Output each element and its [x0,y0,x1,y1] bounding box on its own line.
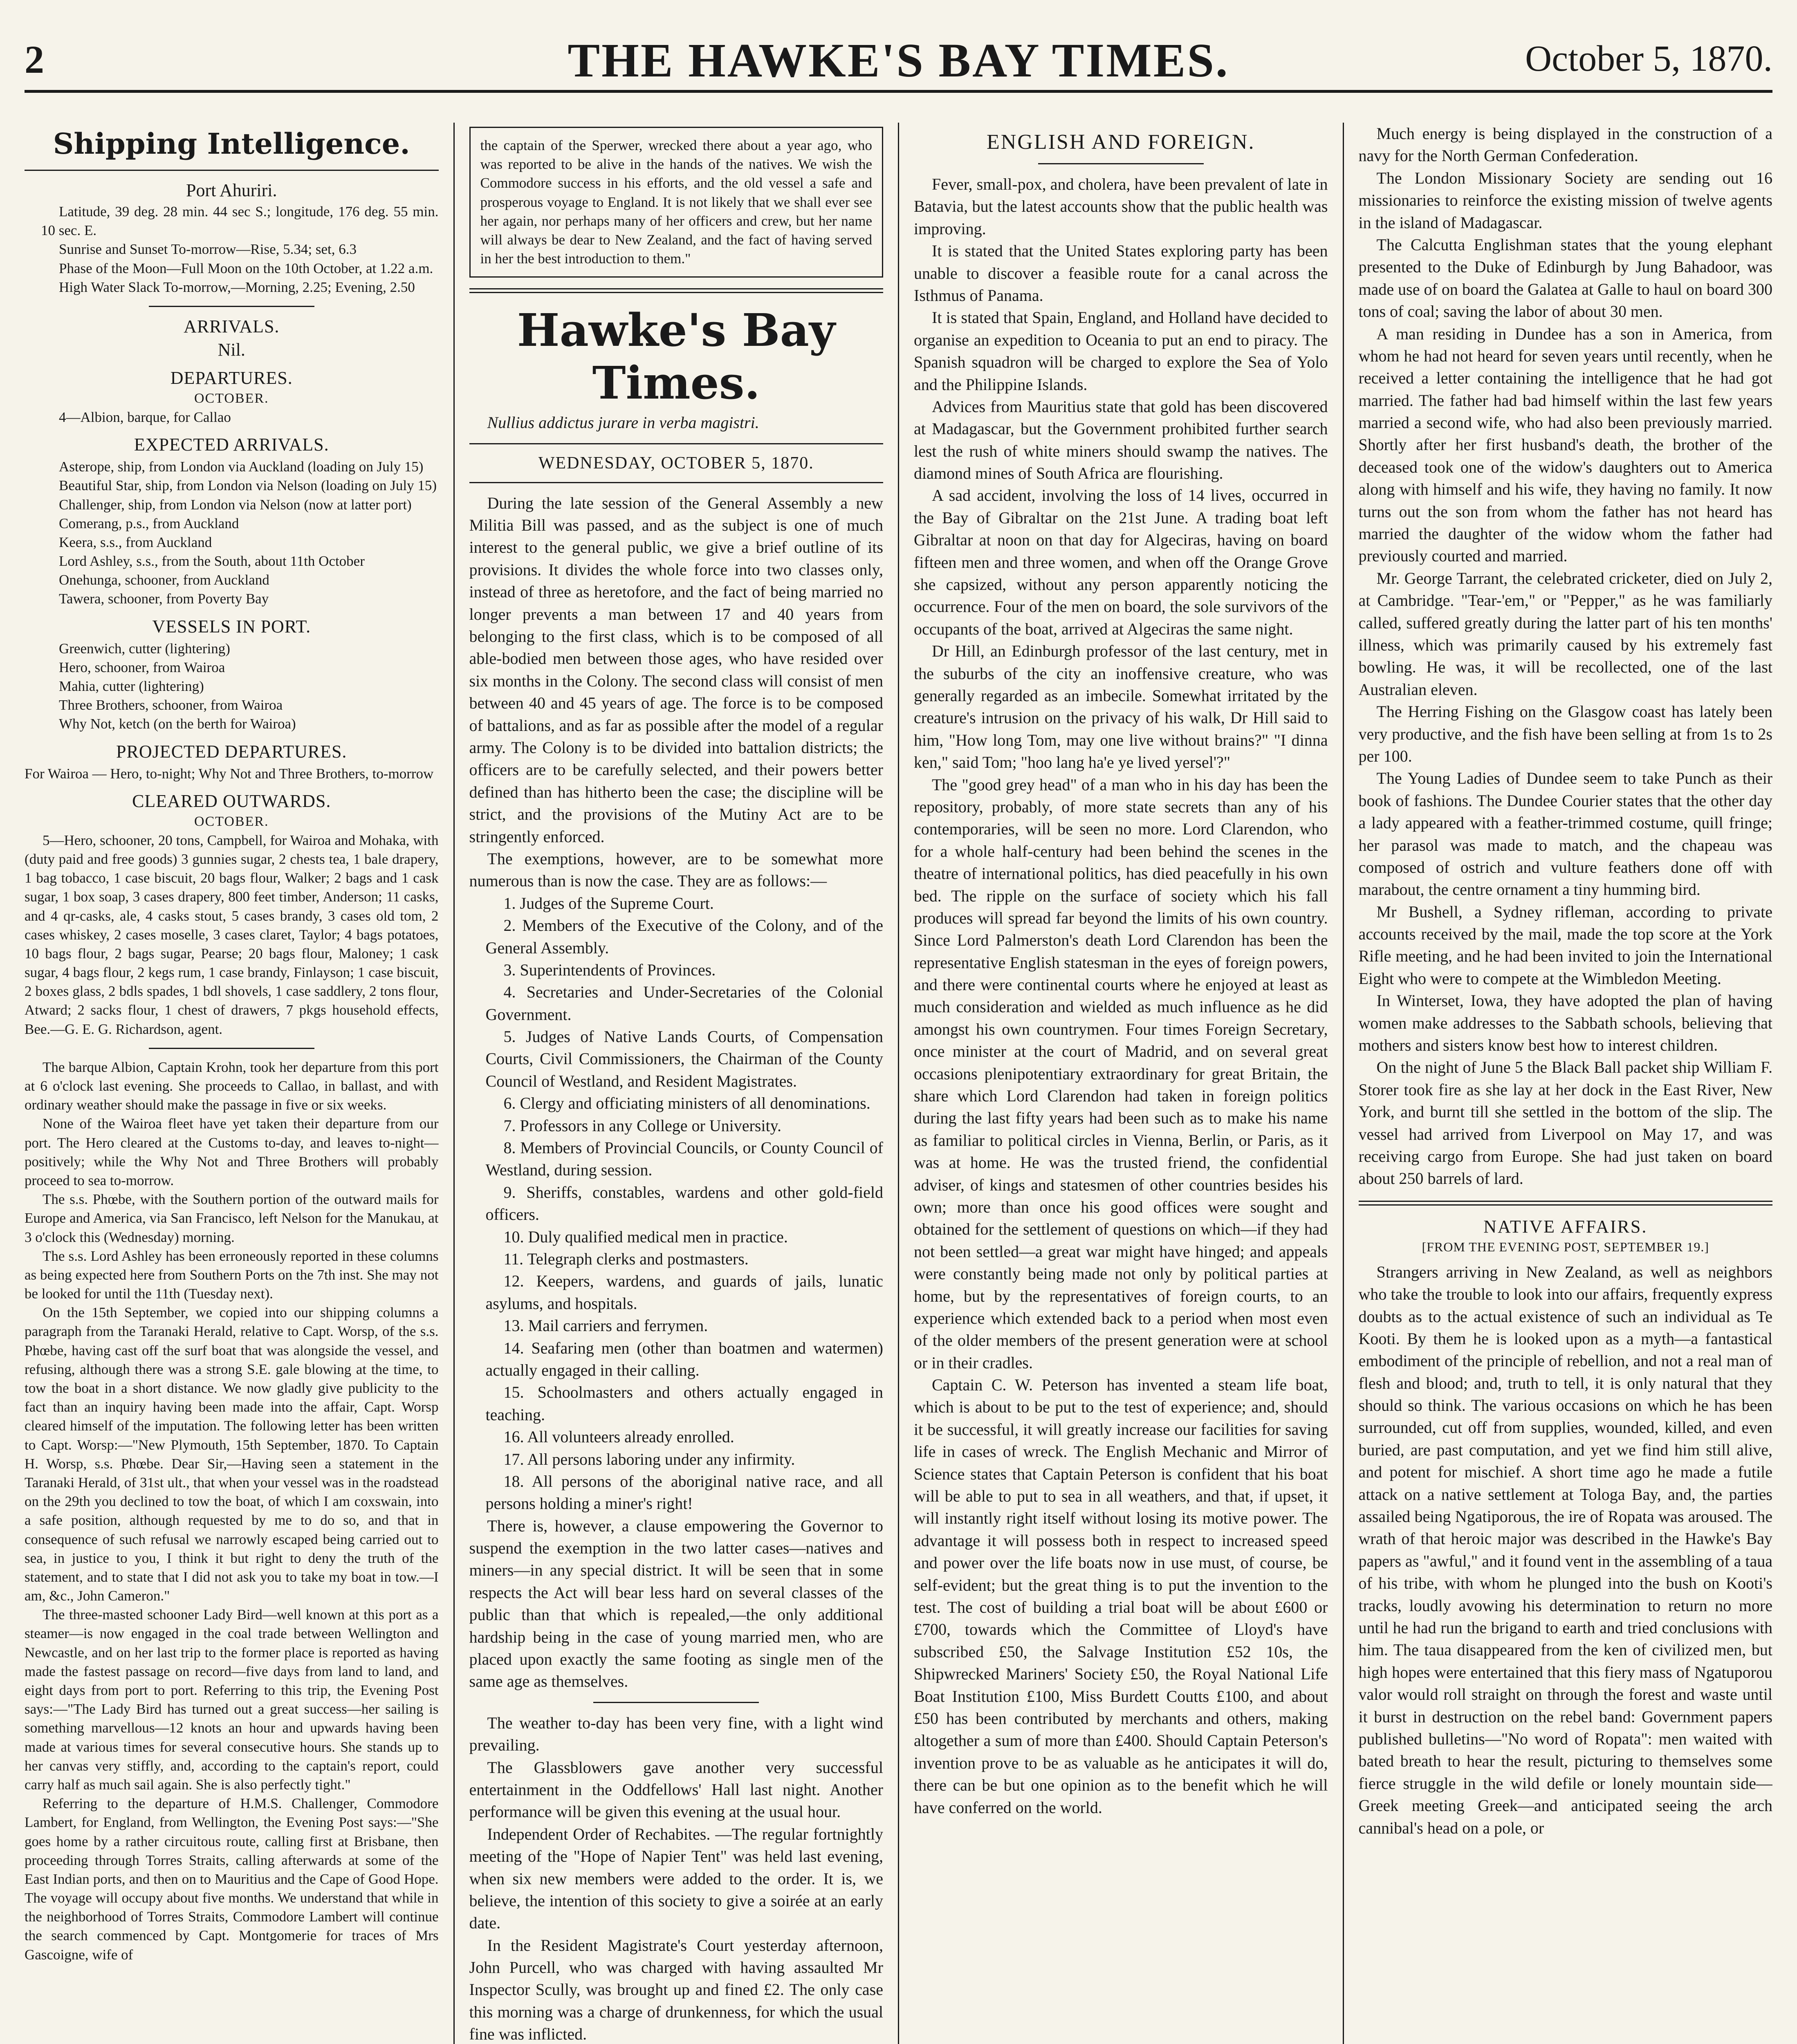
miscellany-paragraph: A man residing in Dundee has a son in America, from whom he had not heard for seven years until recently, when he received a letter containing the intelligence that he had got married. The father had bad himself within the last few years married a second wife, who had also been previously married. Shortly after her first husband's death, the brother of the deceased took one of the widow's daughters out to America along with himself and his wife, they having no family. It now turns out the son from whom the father has not heard has married the daughter of the widow whom the father had previously courted and married. [1358,324,1772,565]
exemption-item: 8. Members of Provincial Councils, or County Council of Westland, during session. [485,1139,883,1179]
expected-heading: EXPECTED ARRIVALS. [134,435,329,455]
cleared-heading: CLEARED OUTWARDS. [132,791,331,811]
exemption-item: 3. Superintendents of Provinces. [503,960,716,979]
expected-arrival: Beautiful Star, ship, from London via Nelson (loading on July 15) [59,477,437,494]
local-news-paragraph: The Glassblowers gave another very successful entertainment in the Oddfellows' Hall last night. Another performance will be given this evening at the usual hour. [469,1758,883,1821]
port-detail: Latitude, 39 deg. 28 min. 44 sec S.; longitude, 176 deg. 55 min. 10 sec. E. [41,204,439,239]
departures-month: OCTOBER. [194,390,269,406]
cleared-month: OCTOBER. [194,814,269,829]
miscellany-paragraph: The Herring Fishing on the Glasgow coast has lately been very productive, and the fish have been selling at from 1s to 2s per 100. [1358,702,1772,765]
exemption-item: 7. Professors in any College or University. [503,1116,782,1135]
exemption-item: 13. Mail carriers and ferrymen. [503,1316,708,1335]
exemption-item: 16. All volunteers already enrolled. [503,1428,734,1446]
port-detail: Phase of the Moon—Full Moon on the 10th October, at 1.22 a.m. [59,260,433,276]
shipping-paragraph: Referring to the departure of H.M.S. Challenger, Commodore Lambert, for England, from Wellington, the Evening Post says:—"She goes home by a rather circuitous route, calling first at Brisbane, then proceeding through Torres Straits, calling afterwards at some of the East Indian ports, and then on to Mauritius and the Cape of Good Hope. The voyage will occupy about five months. We understand that while in the neighborhood of Torres Straits, Commodore Lambert will continue the search commenced by Capt. Montgomerie for traces of Mrs Gascoigne, wife of [25,1795,439,1963]
militia-close: There is, however, a clause empowering the Governor to suspend the exemption in the two latter cases—natives and miners—in any special district. It will be seen that in some respects the Act will bear less hard on several classes of the public than that which is repealed,—the only additional hardship being in the case of young married men, who are placed upon exactly the same footing as single men of the same age as themselves. [469,1516,883,1691]
local-news-paragraph: The weather to-day has been very fine, with a light wind prevailing. [469,1713,883,1755]
exemption-item: 12. Keepers, wardens, and guards of jails, lunatic asylums, and hospitals. [485,1272,883,1313]
expected-arrival: Tawera, schooner, from Poverty Bay [59,591,269,607]
exemption-item: 1. Judges of the Supreme Court. [503,894,714,912]
miscellany-paragraph: Mr Bushell, a Sydney rifleman, according to private accounts received by the mail, made the top score at the York Rifle meeting, and he had been invited to join the International Eight who were to compete at the Wimbledon Meeting. [1358,902,1772,988]
expected-arrival: Lord Ashley, s.s., from the South, about 11th October [59,553,365,569]
exemption-item: 10. Duly qualified medical men in practice. [503,1227,788,1246]
port-detail: High Water Slack To-morrow,—Morning, 2.25; Evening, 2.50 [59,279,415,295]
expected-list [25,457,439,609]
projected-heading: PROJECTED DEPARTURES. [116,741,347,762]
exemption-item: 15. Schoolmasters and others actually engaged in teaching. [485,1383,883,1424]
miscellany-paragraph: The Calcutta Englishman states that the young elephant presented to the Duke of Edinburgh by Jung Bahadoor, was made use of on board the Galatea at Galle to haul on board 300 tons of coal; saving the labor of about 30 men. [1358,235,1772,321]
miscellany-paragraph: In Winterset, Iowa, they have adopted the plan of having women make addresses to the Sabbath schools, believing that mothers and sisters know best how to interest children. [1358,991,1772,1055]
expected-arrival: Comerang, p.s., from Auckland [59,515,239,531]
english-foreign-heading: ENGLISH AND FOREIGN. [986,130,1255,154]
english-foreign-paragraph: Captain C. W. Peterson has invented a steam life boat, which is about to be put to the test of experience; and, should it be successful, it will greatly increase our facilities for saving life in cases of wreck. The English Mechanic and Mirror of Science states that Captain Peterson is confident that his boat will be able to put to sea in all weathers, and that, if upset, it will instantly right itself without losing its motive power. The advantage it will possess both in respect to increased speed and power over the life boats now in use must, of course, be self-evident; but the great thing is to put the invention to the test. The cost of building a trial boat will be about £600 or £700, towards which the Committee of Lloyd's have subscribed £50, the Salvage Institution £52 10s, the Shipwrecked Mariners' Society £50, the Royal National Life Boat Institution £100, Miss Burdett Coutts £100, and about £50 has been contributed by merchants and others, making altogether a sum of more than £400. Should Captain Peterson's invention prove to be as valuable as he anticipates it will do, there can be but one opinion as to the benefit which he will have conferred on the world. [914,1376,1328,1817]
arrivals-heading: ARRIVALS. [184,316,280,336]
divider [469,482,884,483]
local-news-paragraph: Independent Order of Rechabites. —The regular fortnightly meeting of the "Hope of Napier Tent" was held last evening, when six new members were added to the order. It is, we believe, the intention of this society to give a soirée at an early date. [469,1824,883,1932]
english-foreign-paragraph: Dr Hill, an Edinburgh professor of the last century, met in the suburbs of the city an inoffensive creature, who was generally regarded as an imbecile. Somewhat irritated by the creature's intrusion on the privacy of his walk, Dr Hill said to him, "How long Tom, may one live without brains?" "I dinna ken," said Tom; "hoo lang ha'e ye lived yersel'?" [914,642,1328,772]
port-detail: Sunrise and Sunset To-morrow—Rise, 5.34; set, 6.3 [59,241,357,258]
vessel-in-port: Why Not, ketch (on the berth for Wairoa) [59,716,296,732]
expected-arrival: Onehunga, schooner, from Auckland [59,572,269,588]
newspaper-title: THE HAWKE'S BAY TIMES. [568,34,1229,87]
issue-date: October 5, 1870. [1525,38,1772,79]
port-details [25,202,439,297]
english-foreign-paragraph: Fever, small-pox, and cholera, have been prevalent of late in Batavia, but the latest accounts show that the public health was improving. [914,175,1328,238]
divider [25,170,439,171]
divider [149,306,314,307]
divider [1359,1201,1773,1206]
editorial-paper-title: Hawke's Bay Times. [517,304,835,410]
departures-heading: DEPARTURES. [170,368,293,388]
column-shipping [25,123,453,2044]
shipping-paragraph: The barque Albion, Captain Krohn, took her departure from this port at 6 o'clock last evening. She proceeds to Callao, in ballast, and with ordinary weather should make the passage in five or six weeks. [25,1059,439,1113]
english-foreign-paragraph: A sad accident, involving the loss of 14 lives, occurred in the Bay of Gibraltar on the 21st June. A trading boat left Gibraltar at noon on that day for Algeciras, having on board fifteen men and three women, and when off the Orange Grove she capsized, without any person apparently noticing the occurrence. Four of the men on board, the sole survivors of the occupants of the boat, arrived at Algeciras the same night. [914,486,1328,638]
miscellany-paragraph: The London Missionary Society are sending out 16 missionaries to reinforce the existing mission of twelve agents in the island of Madagascar. [1358,168,1772,232]
shipping-paragraphs [25,1058,439,1964]
exemption-item: 14. Seafaring men (other than boatmen and watermen) actually engaged in their calling. [485,1338,883,1379]
shipping-paragraph: None of the Wairoa fleet have yet taken their departure from our port. The Hero cleared at the Customs to-day, and leaves to-night—positively; while the Why Not and Three Brothers will probably proceed to sea to-morrow. [25,1116,439,1188]
projected-text: For Wairoa — Hero, to-night; Why Not and Three Brothers, to-morrow [25,765,434,782]
miscellany-paragraphs [1359,123,1773,1190]
continuation-box [469,127,884,278]
in-port-heading: VESSELS IN PORT. [152,616,311,637]
divider [469,288,884,293]
editorial-date: WEDNESDAY, OCTOBER 5, 1870. [538,453,814,473]
english-foreign-paragraph: It is stated that Spain, England, and Holland have decided to organise an expedition to Oceania to put an end to piracy. The Spanish squadron will be charged to explore the Sea of Yolo and the Philippine Islands. [914,308,1328,394]
vessel-in-port: Hero, schooner, from Wairoa [59,659,225,675]
masthead [25,29,1772,93]
arrivals-nil: Nil. [218,339,245,360]
vessel-in-port: Greenwich, cutter (lightering) [59,640,230,657]
columns [25,123,1772,2044]
miscellany-paragraph: Much energy is being displayed in the construction of a navy for the North German Confederation. [1358,124,1772,165]
divider [149,1048,314,1049]
vessel-in-port: Three Brothers, schooner, from Wairoa [59,697,283,713]
continuation-text: the captain of the Sperwer, wrecked there about a year ago, who was reported to be alive in the hands of the natives. We wish the Commodore success in his efforts, and the old vessel a safe and prosperous voyage to England. It is not likely that we shall ever see her again, nor perhaps many of her officers and crew, but her name will always be dear to New Zealand, and the fact of having served in her the best introduction to them." [480,137,872,267]
shipping-heading: Shipping Intelligence. [53,127,410,161]
exemption-item: 11. Telegraph clerks and postmasters. [503,1249,749,1268]
miscellany-paragraph: On the night of June 5 the Black Ball packet ship William F. Storer took fire as she lay at her dock in the East River, New York, and burnt till she settled in the bottom of the slip. The vessel had arrived from Liverpool on May 17, and was receiving cargo from Europe. She had just taken on board about 250 barrels of lard. [1358,1058,1772,1188]
port-name: Port Ahuriri. [186,180,277,200]
miscellany-paragraph: Mr. George Tarrant, the celebrated cricketer, died on July 2, at Cambridge. "Tear-'em," or "Pepper," as he was familiarly called, suffered greatly during the latter part of his ten months' illness, which was primarily caused by his extremely fast bowling. He was, it will be recollected, one of the last Australian eleven. [1358,569,1772,699]
cleared-text: 5—Hero, schooner, 20 tons, Campbell, for Wairoa and Mohaka, with (duty paid and free goods) 3 gunnies sugar, 2 chests tea, 1 bale drapery, 1 bag tobacco, 1 case biscuit, 20 bags flour, Walker; 2 bags and 1 cask sugar, 1 box soap, 3 cases drapery, 800 feet timber, Anderson; 11 casks, and 4 qr-casks, ale, 4 casks stout, 5 cases brandy, 3 cases old tom, 2 cases whiskey, 2 cases moselle, 3 cases claret, Taylor; 4 bags potatoes, 10 bags flour, 2 bags sugar, Pearse; 20 bags flour, Maloney; 1 cask sugar, 4 bags flour, 2 kegs rum, 1 case brandy, Finlayson; 1 case biscuit, 2 boxes glass, 2 bdls spades, 1 bdl shovels, 1 case saddlery, 2 tons flour, Atward; 2 sacks flour, 1 chest of drawers, 7 pkgs household effects, Bee.—G. E. G. Richardson, agent. [25,832,439,1037]
exemption-item: 4. Secretaries and Under-Secretaries of the Colonial Government. [485,983,883,1024]
local-paragraphs [469,1712,884,2044]
shipping-paragraph: The three-masted schooner Lady Bird—well known at this port as a steamer—is now engaged in the coal trade between Wellington and Newcastle, and on her last trip to the former place is reported as having made the fastest passage on record—five days from land to land, and eight days from port to port. Referring to this trip, the Evening Post says:—"The Lady Bird has turned out a great success—her sailing is something marvellous—12 knots an hour and upwards having been made at various times for several consecutive hours. She stands up to her canvas very stiffly, and, according to the captain's report, could carry half as much sail again. She is also perfectly tight." [25,1607,439,1793]
in-port-list [25,639,439,734]
english-foreign-paragraph: Advices from Mauritius state that gold has been discovered at Madagascar, but the Government prohibited further search lest the rush of white miners should swamp the natives. The diamond mines of South Africa are flourishing. [914,397,1328,483]
exemption-item: 6. Clergy and officiating ministers of all denominations. [503,1094,870,1113]
expected-arrival: Keera, s.s., from Auckland [59,534,212,550]
shipping-paragraph: The s.s. Lord Ashley has been erroneously reported in these columns as being expected here from Southern Ports on the 7th inst. She may not be looked for until the 11th (Tuesday next). [25,1248,439,1302]
shipping-paragraph: On the 15th September, we copied into our shipping columns a paragraph from the Taranaki Herald, relative to Capt. Worsp, of the s.s. Phœbe, having cast off the surf boat that was alongside the vessel, and refusing, although there was a strong S.E. gale blowing at the time, to tow the boat in a short distance. We now gladly give publicity to the fact than an inquiry having been made into the affair, Capt. Worsp cleared himself of the imputation. The following letter has been written to Capt. Worsp:—"New Plymouth, 15th September, 1870. To Captain H. Worsp, s.s. Phœbe. Dear Sir,—Having seen a statement in the Taranaki Herald, of 31st ult., that when your vessel was in the roadstead on the 29th you declined to tow the boat, of which I am coxswain, into a safe position, although requested by me to do so, and that in consequence of such refusal we narrowly escaped being carried out to sea, in justice to you, I think it but right to deny the truth of the statement, and to state that I did not ask you to take my boat in tow.—I am, &c., John Cameron." [25,1304,439,1604]
miscellany-paragraph: The Young Ladies of Dundee seem to take Punch as their book of fashions. The Dundee Courier states that the other day a lady appeared with a feather-trimmed costume, quill fringe; her parasol was made to match, and the chapeau was composed of ostrich and vulture feathers done off with marabout, the centre ornament a tiny humming bird. [1358,769,1772,899]
motto: Nullius addictus jurare in verba magistri. [487,413,759,432]
column-english-foreign [898,123,1343,2044]
native-affairs-source: [FROM THE EVENING POST, SEPTEMBER 19.] [1422,1239,1710,1254]
divider [593,1702,759,1703]
native-affairs-text: Strangers arriving in New Zealand, as well as neighbors who take the trouble to look into our affairs, frequently express doubts as to the actual existence of such an individual as Te Kooti. By them he is looked upon as a myth—a fantastical embodiment of the principle of rebellion, and not a real man of flesh and blood; and, truth to tell, it is only natural that they should so think. The various occasions on which he has been surrounded, cut off from supplies, wounded, killed, and even buried, are past computation, and yet we find him still alive, and potent for mischief. A short time ago he made a futile attack on a native settlement at Tologa Bay, and, the parties assailed being Ngatiporous, the ire of Ropata was aroused. The wrath of that heroic major was described in the Hawke's Bay papers as "awful," and it found vent in the assembling of a taua of his tribe, with whom he plunged into the bush on Kooti's tracks, loudly avowing his determination to return no more until he had run the brigand to earth and tried conclusions with him. The taua disappeared from the ken of civilized men, but high hopes were entertained that this fiery mass of Ngatuporou valor would roll straight on through the forest and waste until it burst in destruction on the rebel band: Government papers published bulletins—"No word of Ropata": men waited with bated breath to hear the result, picturing to themselves some fierce struggle in the wild defile or lonely mountain side—Greek meeting Greek—and anticipated seeing the arch cannibal's head on a pole, or [1358,1262,1772,1837]
column-editorial [453,123,898,2044]
divider [469,443,884,444]
vessel-in-port: Mahia, cutter (lightering) [59,678,204,694]
shipping-paragraph: The s.s. Phœbe, with the Southern portion of the outward mails for Europe and America, via San Francisco, left Nelson for the Manukau, at 3 o'clock this (Wednesday) morning. [25,1191,439,1245]
militia-intro: During the late session of the General Assembly a new Militia Bill was passed, and as the subject is one of much interest to the general public, we give a brief outline of its provisions. It divides the whole force into two classes only, instead of three as heretofore, and the fact of being married no longer prevents a man between 17 and 40 years from belonging to the first class, which is to be composed of all able-bodied men between those ages, who have resided over six months in the Colony. The second class will consist of men between 40 and 45 years of age. The force is to be composed of battalions, and as far as possible after the model of a regular army. The Colony is to be divided into battalion districts; the officers are to be carefully selected, and their powers better defined than has hitherto been the case; the discipline will be strict, and the provisions of the Mutiny Act are to be stringently enforced. [469,493,883,846]
exemption-list [469,892,884,1515]
english-foreign-paragraphs [914,173,1328,1819]
departure-entry: 4—Albion, barque, for Callao [59,409,231,425]
page-number: 2 [25,38,44,81]
english-foreign-paragraph: The "good grey head" of a man who in his day has been the repository, probably, of more state secrets than any of his contemporaries, will be seen no more. Lord Clarendon, who for a whole half-century had been behind the scenes in the theatre of international politics, has died peacefully in his own bed. The ripple on the surface of society which his fall produces will spread far beyond the limits of his own country. Since Lord Palmerston's death Lord Clarendon has been the representative English statesman in the eyes of foreign powers, and there were continental courts where he enjoyed at least as much consideration and wielded as much influence as he did amongst his own countrymen. Four times Foreign Secretary, once minister at the court of Madrid, and on several great occasions plenipotentiary extraordinary for great Britain, the share which Lord Clarendon had taken in foreign politics during the last fifty years had been such as to make his name as familiar to political circles in Vienna, Berlin, or Paris, as it was at home. He was the trusted friend, the confidential adviser, of kings and statesmen of other countries besides his own; more than once his good offices were sought and obtained for the settlement of questions on which—if they had not been settled—a great war might have hinged; and appeals were constantly being made not only by political parties at home, but by the representatives of foreign courts, to an experience which extended back to a period when most even of the older members of the present generation were at school or in their cradles. [914,775,1328,1372]
divider [1038,163,1204,164]
exemption-item: 2. Members of the Executive of the Colony, and of the General Assembly. [485,916,883,957]
english-foreign-paragraph: It is stated that the United States exploring party has been unable to discover a feasible route for a canal across the Isthmus of Panama. [914,242,1328,305]
exemption-item: 9. Sheriffs, constables, wardens and other gold-field officers. [485,1183,883,1224]
exemption-item: 17. All persons laboring under any infirmity. [503,1450,795,1468]
exemption-item: 18. All persons of the aboriginal native race, and all persons holding a miner's right! [485,1472,883,1513]
expected-arrival: Challenger, ship, from London via Nelson (now at latter port) [59,496,412,513]
exemption-item: 5. Judges of Native Lands Courts, of Compensation Courts, Civil Commissioners, the Chairman of the County Council of Westland, and Resident Magistrates. [485,1027,883,1090]
local-news-paragraph: In the Resident Magistrate's Court yesterday afternoon, John Purcell, who was charged with having assaulted Mr Inspector Scully, was brought up and fined £2. The only case this morning was a charge of drunkenness, for which the usual fine was inflicted. [469,1936,883,2044]
exemptions-intro: The exemptions, however, are to be somewhat more numerous than is now the case. They are as follows:— [469,849,883,890]
expected-arrival: Asterope, ship, from London via Auckland (loading on July 15) [59,459,424,475]
column-miscellany [1343,123,1773,2044]
native-affairs-heading: NATIVE AFFAIRS. [1483,1216,1648,1237]
